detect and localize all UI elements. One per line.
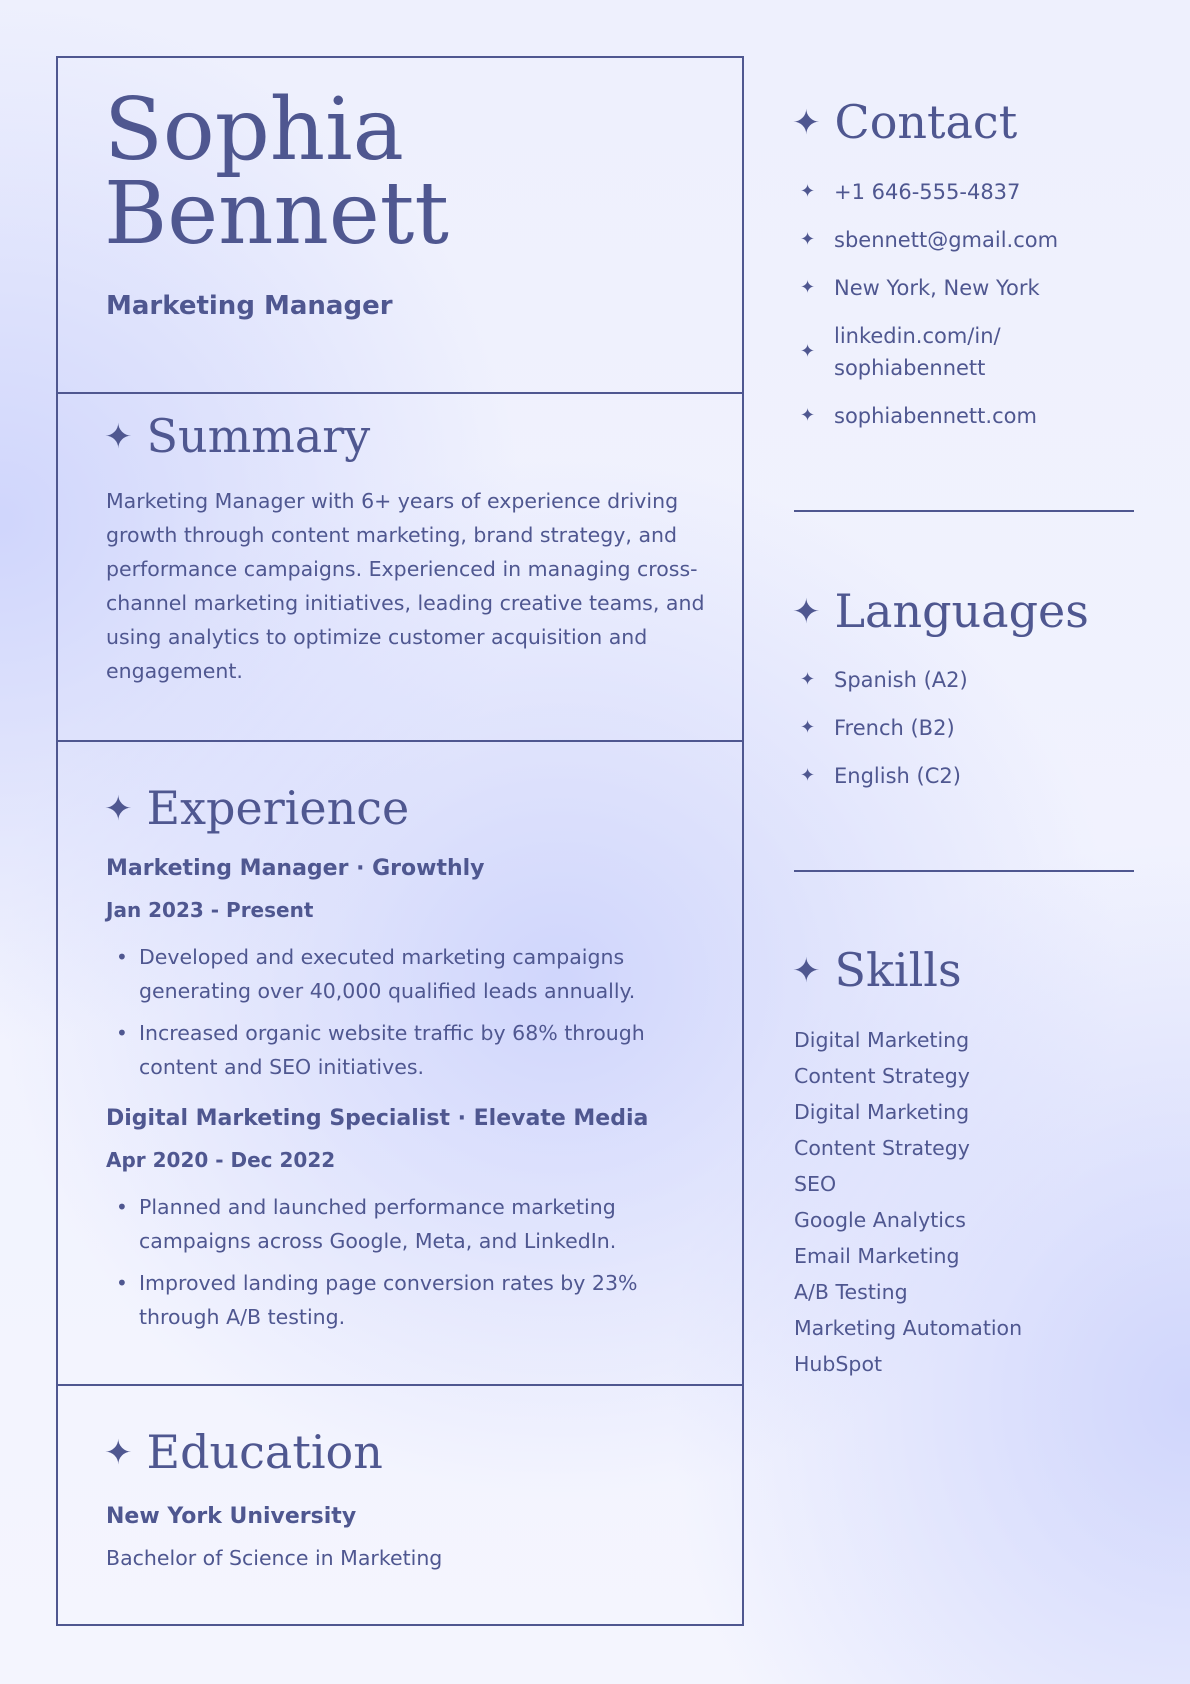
language-text: French (B2) [834, 716, 955, 740]
sparkle-star-icon: ✦ [104, 417, 133, 457]
languages-title: Languages [834, 584, 1089, 638]
bullet-text: Improved landing page conversion rates by 23% through A/B testing. [139, 1271, 638, 1329]
section-divider [794, 510, 1134, 512]
contact-location [800, 272, 1140, 304]
summary-section [58, 370, 742, 742]
contact-text: New York, New York [834, 276, 1040, 300]
skills-list [794, 1022, 1134, 1382]
role-title: Marketing Manager [106, 291, 393, 321]
list-item: Content Strategy [794, 1064, 970, 1088]
list-item: A/B Testing [794, 1280, 908, 1304]
sparkle-star-icon: ✦ [800, 229, 816, 250]
experience-title: Experience [146, 781, 410, 835]
list-item [106, 1016, 706, 1084]
list-item: Digital Marketing [794, 1028, 970, 1052]
job-title: Marketing Manager · Growthly [106, 856, 485, 881]
list-item [106, 1190, 706, 1258]
sparkle-star-icon: ✦ [800, 717, 816, 738]
sparkle-star-icon: ✦ [792, 592, 821, 632]
list-item [800, 760, 1140, 792]
section-divider [794, 870, 1134, 872]
contact-heading [792, 94, 1017, 155]
job-title: Digital Marketing Specialist · Elevate Media [106, 1106, 649, 1131]
list-item: HubSpot [794, 1352, 883, 1376]
education-section [58, 1386, 742, 1626]
job-bullets [106, 940, 706, 1092]
sparkle-star-icon: ✦ [800, 341, 816, 362]
sparkle-star-icon: ✦ [104, 789, 133, 829]
sparkle-star-icon: ✦ [800, 181, 816, 202]
job-dates: Jan 2023 - Present [106, 898, 314, 922]
list-item: Content Strategy [794, 1136, 970, 1160]
sparkle-star-icon: ✦ [800, 405, 816, 426]
last-name: Bennett [104, 164, 449, 264]
contact-title: Contact [834, 95, 1018, 149]
language-text: Spanish (A2) [834, 668, 968, 692]
list-item: Digital Marketing [794, 1100, 970, 1124]
resume-main-panel [56, 56, 744, 1626]
sparkle-star-icon: ✦ [800, 277, 816, 298]
sparkle-star-icon: ✦ [792, 951, 821, 991]
list-item [800, 712, 1140, 744]
bullet-dot-icon: • [116, 945, 128, 969]
skills-title: Skills [834, 943, 962, 997]
sparkle-star-icon: ✦ [792, 103, 821, 143]
list-item: SEO [794, 1172, 837, 1196]
contact-text: sophiabennett.com [834, 404, 1037, 428]
skills-heading [792, 942, 962, 1003]
education-school: New York University [106, 1504, 357, 1529]
education-heading [104, 1424, 383, 1485]
contact-linkedin [800, 320, 1044, 384]
first-name: Sophia [104, 80, 404, 180]
list-item: Marketing Automation [794, 1316, 1023, 1340]
sparkle-star-icon: ✦ [800, 669, 816, 690]
contact-website [800, 400, 1140, 432]
list-item [106, 940, 706, 1008]
language-text: English (C2) [834, 764, 961, 788]
experience-heading [104, 780, 409, 841]
summary-text: Marketing Manager with 6+ years of experience driving growth through content marketing, brand strategy, and performance campaigns. Experienced in managing cross-channel marketing initiatives, leading creative teams, and using analytics to optimize customer acquisition and engagement. [106, 489, 705, 683]
bullet-text: Planned and launched performance marketing campaigns across Google, Meta, and LinkedIn. [139, 1195, 617, 1253]
contact-phone [800, 176, 1140, 208]
header-section [58, 58, 742, 394]
bullet-text: Developed and executed marketing campaigns generating over 40,000 qualified leads annually. [139, 945, 636, 1003]
list-item: Email Marketing [794, 1244, 960, 1268]
summary-title: Summary [146, 409, 371, 463]
contact-list [800, 176, 1140, 448]
bullet-text: Increased organic website traffic by 68% through content and SEO initiatives. [139, 1021, 645, 1079]
list-item [800, 664, 1140, 696]
list-item: Google Analytics [794, 1208, 966, 1232]
contact-email [800, 224, 1140, 256]
contact-text: sbennett@gmail.com [834, 228, 1059, 252]
languages-list [800, 664, 1140, 808]
bullet-dot-icon: • [116, 1271, 128, 1295]
education-title: Education [146, 1425, 383, 1479]
job-bullets [106, 1190, 706, 1342]
list-item [106, 1266, 706, 1334]
summary-heading [104, 408, 370, 469]
bullet-dot-icon: • [116, 1021, 128, 1045]
full-name [104, 80, 449, 264]
sparkle-star-icon: ✦ [800, 765, 816, 786]
languages-heading [792, 583, 1089, 644]
experience-section [58, 742, 742, 1386]
bullet-dot-icon: • [116, 1195, 128, 1219]
sparkle-star-icon: ✦ [104, 1433, 133, 1473]
job-dates: Apr 2020 - Dec 2022 [106, 1148, 336, 1172]
education-degree: Bachelor of Science in Marketing [106, 1546, 443, 1570]
contact-text: linkedin.com/in/ sophiabennett [834, 324, 1001, 380]
contact-text: +1 646-555-4837 [834, 180, 1021, 204]
